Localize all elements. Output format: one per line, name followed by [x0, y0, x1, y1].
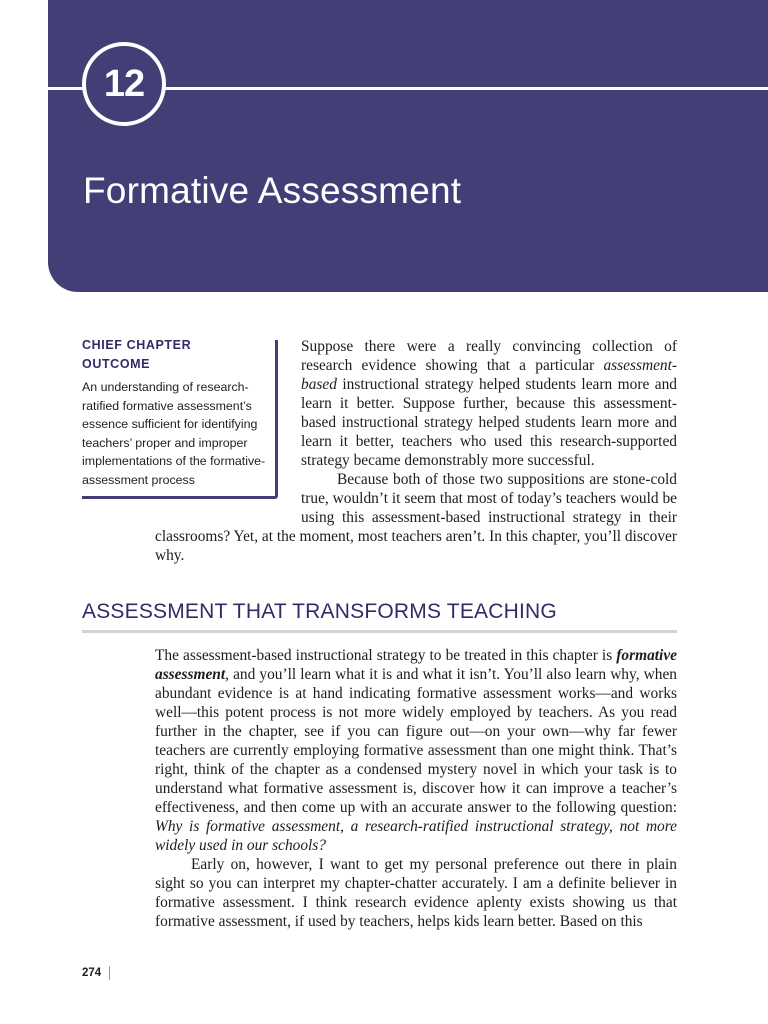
chapter-number: 12: [103, 62, 145, 105]
section-p1-middle: , and you’ll learn what it is and what it isn’t. You’ll also learn why, when abundant evidence is at hand indicating formative assessment works—and works well—this potent process is not more widely employed by teachers. As you read further in the chapter, see if you can figure out—on your own—why far fewer teachers are currently employing formative assessment than one might think. That’s right, think of the chapter as a condensed mystery novel in which your task is to understand what formative assessment is, discover how it can improve a teacher’s effectiveness, and then come up with an accurate answer to the following question:: [155, 666, 677, 816]
intro-p1-end: instructional strategy helped students learn more and learn it better. Suppose further, because this assessment-based instructional strategy helped students learn more and learn it better, teachers who used this research-supported strategy became demonstrably more successful.: [301, 376, 677, 469]
section-p1-start: The assessment-based instructional strategy to be treated in this chapter is: [155, 647, 617, 664]
page-number-divider: [109, 966, 110, 980]
chapter-number-badge: [82, 42, 166, 126]
intro-p1-emphasis: assessment-based: [301, 357, 677, 393]
section-paragraph-2: Early on, however, I want to get my personal preference out there in plain sight so you can interpret my chapter-chatter accurately. I am a definite believer in formative assessment. I think research evidence aplenty exists showing us that formative assessment, if used by teachers, helps kids learn better. Based on this: [155, 856, 677, 930]
intro-text: [155, 337, 677, 565]
section-p1-term: formative assessment: [155, 647, 677, 683]
outcome-heading: CHIEF CHAPTER OUTCOME: [82, 338, 192, 371]
section-heading: ASSESSMENT THAT TRANSFORMS TEACHING: [82, 600, 677, 633]
section-p1-question: Why is formative assessment, a research-ratified instructional strategy, not more widely used in our schools?: [155, 818, 677, 854]
intro-p1-start: Suppose there were a really convincing collection of research evidence showing that a particular: [301, 338, 677, 374]
page-number: 274: [82, 967, 102, 979]
section-paragraph-1: [155, 646, 677, 855]
outcome-text: An understanding of research-ratified formative assessment’s essence sufficient for identifying teachers’ proper and improper implementations of the formative-assessment process: [82, 380, 266, 487]
intro-paragraph-2: Because both of those two suppositions are stone-cold true, wouldn’t it seem that most of today’s teachers would be using this assessment-based instructional strategy in their classrooms? Yet, at the moment, most teachers aren’t. In this chapter, you’ll discover why.: [155, 471, 677, 564]
chapter-title: Formative Assessment: [83, 170, 462, 211]
chapter-banner: [48, 0, 768, 292]
intro-float-spacer: [155, 337, 301, 509]
section-body: [155, 646, 677, 931]
